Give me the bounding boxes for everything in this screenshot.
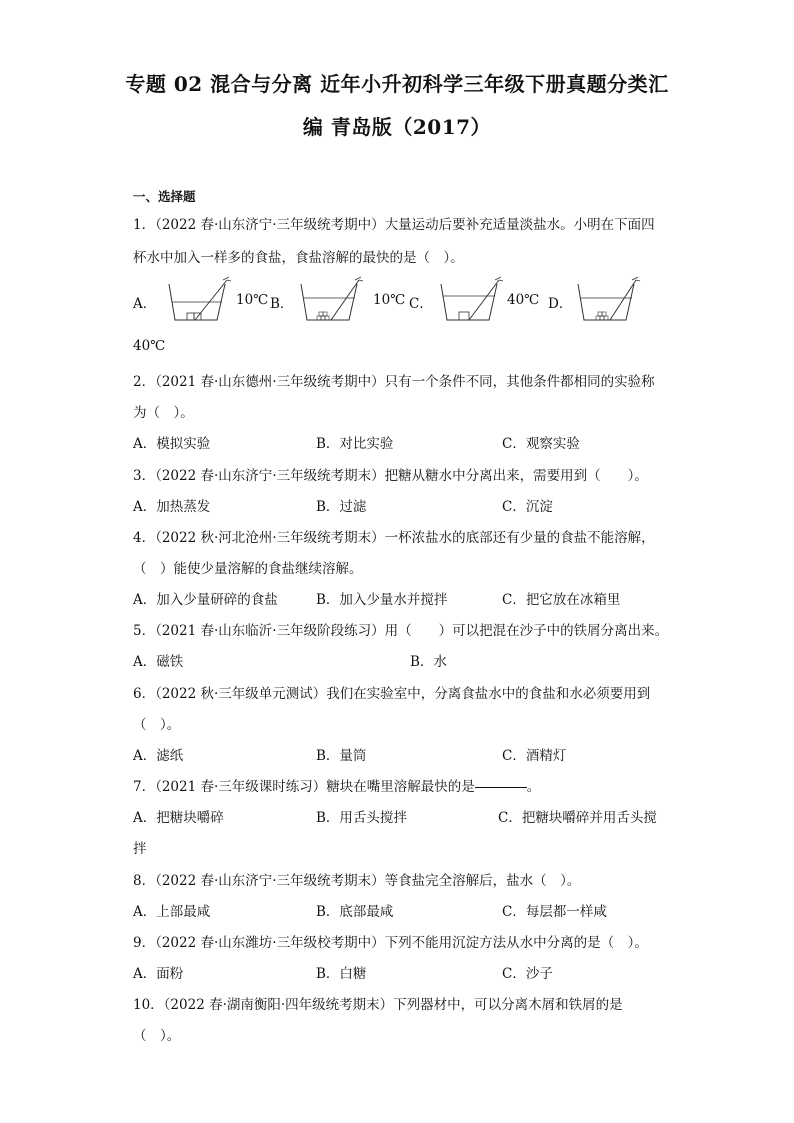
q7-option-c: C．把糖块嚼碎并用舌头搅	[498, 810, 657, 826]
q6-option-a: A．滤纸	[133, 748, 184, 764]
q8-option-c: C．每层都一样咸	[502, 904, 607, 920]
question-4-text-cont: （ ）能使少量溶解的食盐继续溶解。	[133, 561, 363, 577]
q8-option-a: A．上部最咸	[133, 904, 211, 920]
q2-option-a: A．模拟实验	[133, 436, 211, 452]
section-heading: 一、选择题	[133, 189, 196, 204]
q6-option-c: C．酒精灯	[502, 748, 567, 764]
q2-option-c: C．观察实验	[502, 436, 580, 452]
question-2-text-cont: 为（ ）。	[133, 405, 194, 421]
question-6-text: 6．（2022 秋·三年级单元测试）我们在实验室中，分离食盐水中的食盐和水必须要用到	[133, 686, 651, 702]
q1-option-a-beaker-figure	[165, 276, 235, 326]
q1-option-b-label: B．	[270, 296, 294, 312]
question-1-text: 1．（2022 春·山东济宁·三年级统考期中）大量运动后要补充适量淡盐水。小明在下面四	[133, 217, 655, 233]
question-10-text: 10．（2022 春·湖南衡阳·四年级统考期末）下列器材中，可以分离木屑和铁屑的是	[133, 997, 623, 1013]
question-2-text: 2．（2021 春·山东德州·三年级统考期中）只有一个条件不同，其他条件都相同的实验称	[133, 374, 655, 390]
q1-option-b-beaker-figure	[297, 276, 367, 326]
question-9-text: 9．（2022 春·山东潍坊·三年级校考期中）下列不能用沉淀方法从水中分离的是（ ）。	[133, 935, 648, 951]
question-7-text-main: 7．（2021 春·三年级课时练习）糖块在嘴里溶解最快的是	[133, 779, 475, 795]
q1-option-a-temperature: 10℃	[236, 292, 269, 308]
q1-option-c-beaker-figure	[437, 276, 507, 326]
q9-option-c: C．沙子	[502, 966, 553, 982]
document-title-line1: 专题 02 混合与分离 近年小升初科学三年级下册真题分类汇	[125, 72, 669, 96]
q1-option-d-label: D．	[548, 296, 573, 312]
question-5-text: 5．（2021 春·山东临沂·三年级阶段练习）用（ ）可以把混在沙子中的铁屑分离出来。	[133, 623, 669, 639]
q7-option-b: B．用舌头搅拌	[316, 810, 407, 826]
q4-option-c: C．把它放在冰箱里	[502, 592, 621, 608]
q1-option-a-label: A．	[133, 296, 157, 312]
question-4-text: 4．（2022 秋·河北沧州·三年级统考期末）一杯浓盐水的底部还有少量的食盐不能溶解，	[133, 530, 655, 546]
q5-option-b: B．水	[410, 654, 447, 670]
q1-option-d-temperature: 40℃	[133, 338, 166, 354]
q3-option-a: A．加热蒸发	[133, 499, 211, 515]
q3-option-b: B．过滤	[316, 499, 367, 515]
q6-option-b: B．量筒	[316, 748, 367, 764]
q9-option-b: B．白糖	[316, 966, 367, 982]
question-1-text-cont: 杯水中加入一样多的食盐，食盐溶解的最快的是（ ）。	[133, 250, 464, 266]
question-8-text: 8．（2022 春·山东济宁·三年级统考期末）等食盐完全溶解后，盐水（ ）。	[133, 873, 581, 889]
q1-option-c-label: C．	[409, 296, 433, 312]
q3-option-c: C．沉淀	[502, 499, 553, 515]
q8-option-b: B．底部最咸	[316, 904, 394, 920]
document-title-line2: 编 青岛版（2017）	[302, 115, 492, 139]
q1-option-d-beaker-figure	[574, 276, 644, 326]
question-10-text-cont: （ ）。	[133, 1028, 181, 1044]
q1-option-c-temperature: 40℃	[507, 292, 540, 308]
question-6-text-cont: （ ）。	[133, 717, 181, 733]
q5-option-a: A．磁铁	[133, 654, 184, 670]
q2-option-b: B．对比实验	[316, 436, 394, 452]
question-7-text-end: 。	[526, 779, 541, 795]
question-3-text: 3．（2022 春·山东济宁·三年级统考期末）把糖从糖水中分离出来，需要用到（ ）。	[133, 468, 648, 484]
answer-blank[interactable]	[475, 787, 527, 788]
q7-option-c-cont: 拌	[133, 841, 147, 857]
q1-option-b-temperature: 10℃	[373, 292, 406, 308]
question-7-text	[133, 775, 540, 795]
q9-option-a: A．面粉	[133, 966, 184, 982]
q4-option-a: A．加入少量研碎的食盐	[133, 592, 278, 608]
q4-option-b: B．加入少量水并搅拌	[316, 592, 448, 608]
q7-option-a: A．把糖块嚼碎	[133, 810, 224, 826]
